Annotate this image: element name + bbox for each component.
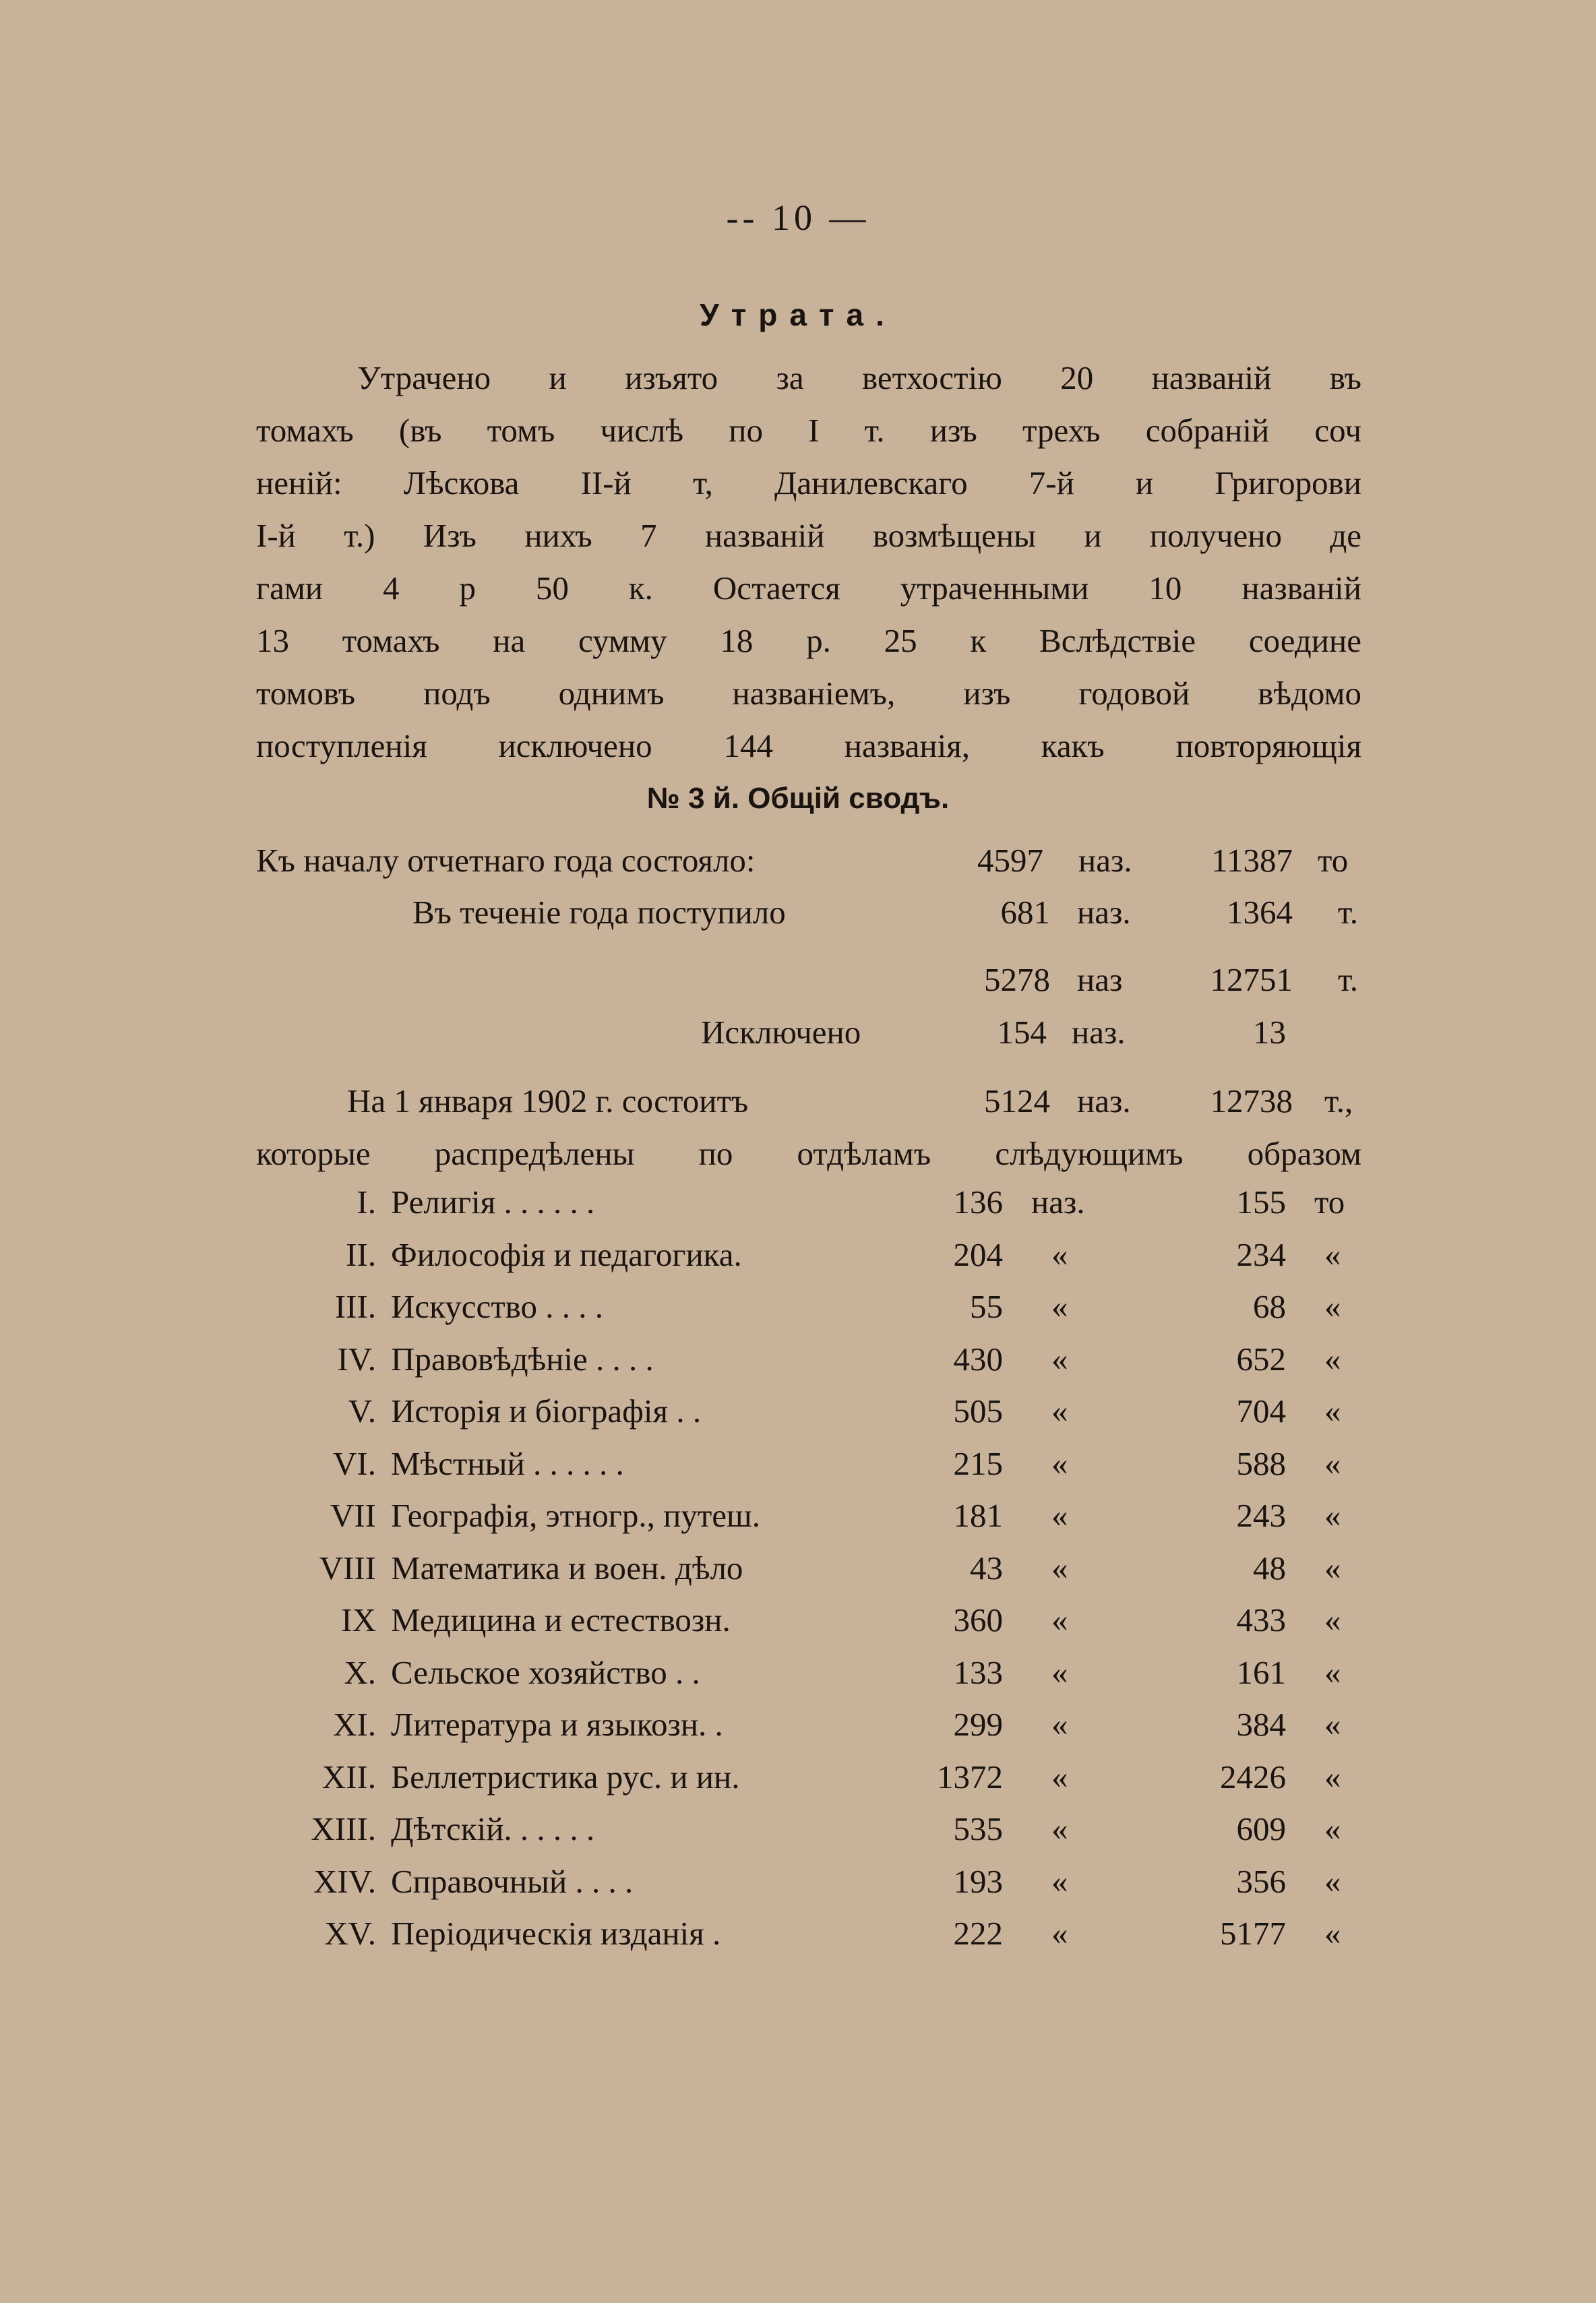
table-row — [0, 1444, 1596, 1497]
table-row — [0, 1810, 1596, 1862]
table-row — [0, 1340, 1596, 1392]
category-unit: « — [1051, 1863, 1068, 1900]
summary-vol-unit: т. — [1338, 961, 1358, 998]
category-number: V. — [348, 1392, 376, 1430]
summary-excluded-row — [0, 1013, 1596, 1060]
summary-vol-unit: то — [1318, 842, 1349, 879]
paragraph-line: I-й т.) Изъ нихъ 7 названій возмѣщены и получено де — [256, 517, 1361, 554]
category-titles: 1372 — [937, 1758, 1003, 1795]
category-vol-unit: « — [1324, 1863, 1341, 1900]
category-number: VII — [330, 1497, 376, 1534]
category-titles: 181 — [953, 1497, 1003, 1534]
category-volumes: 234 — [1236, 1236, 1286, 1273]
summary-unit: наз. — [1077, 1082, 1131, 1119]
category-number: I. — [357, 1184, 376, 1221]
paragraph-line: 13 томахъ на сумму 18 р. 25 к Вслѣдствіе соедине — [256, 622, 1361, 659]
category-vol-unit: « — [1324, 1445, 1341, 1482]
category-vol-unit: « — [1324, 1758, 1341, 1795]
category-titles: 133 — [953, 1654, 1003, 1691]
category-volumes: 155 — [1236, 1184, 1286, 1221]
category-volumes: 161 — [1236, 1654, 1286, 1691]
category-titles: 535 — [953, 1810, 1003, 1847]
summary-vol-unit: т., — [1324, 1082, 1353, 1119]
category-volumes: 5177 — [1220, 1915, 1286, 1952]
category-volumes: 243 — [1236, 1497, 1286, 1534]
category-name: Дѣтскій. . . . . . — [391, 1810, 595, 1847]
category-titles: 222 — [953, 1915, 1003, 1952]
category-unit: « — [1051, 1915, 1068, 1952]
category-titles: 430 — [953, 1341, 1003, 1378]
summary-label: Исключено — [701, 1014, 861, 1051]
category-name: Медицина и естествозн. — [391, 1601, 731, 1638]
category-unit: « — [1051, 1706, 1068, 1743]
category-name: Географія, этногр., путеш. — [391, 1497, 760, 1534]
category-name: Искусство . . . . — [391, 1288, 603, 1325]
category-unit: « — [1051, 1601, 1068, 1638]
category-number: XIII. — [311, 1810, 376, 1847]
category-name: Математика и воен. дѣло — [391, 1549, 743, 1587]
category-vol-unit: « — [1324, 1706, 1341, 1743]
category-titles: 505 — [953, 1392, 1003, 1430]
category-titles: 360 — [953, 1601, 1003, 1638]
category-vol-unit: « — [1324, 1915, 1341, 1952]
summary-volumes: 12751 — [1210, 961, 1293, 998]
table-row — [0, 1705, 1596, 1758]
category-vol-unit: « — [1324, 1654, 1341, 1691]
summary-titles: 681 — [1000, 894, 1050, 931]
category-volumes: 2426 — [1220, 1758, 1286, 1795]
summary-title: № 3 й. Общій сводъ. — [646, 782, 950, 815]
table-row — [0, 1862, 1596, 1915]
category-vol-unit: « — [1324, 1392, 1341, 1430]
category-titles: 193 — [953, 1863, 1003, 1900]
category-titles: 136 — [953, 1184, 1003, 1221]
table-row — [0, 1549, 1596, 1601]
category-unit: « — [1051, 1288, 1068, 1325]
category-volumes: 609 — [1236, 1810, 1286, 1847]
category-titles: 43 — [970, 1549, 1003, 1587]
section-title: Утрата. — [700, 297, 896, 332]
table-row — [0, 1183, 1596, 1235]
category-volumes: 68 — [1253, 1288, 1286, 1325]
summary-label: Къ началу отчетнаго года состояло: — [256, 842, 756, 879]
paragraph-line: томахъ (въ томъ числѣ по I т. изъ трехъ собраній соч — [256, 412, 1361, 449]
category-name: Исторія и біографія . . — [391, 1392, 702, 1430]
category-name: Справочный . . . . — [391, 1863, 634, 1900]
category-unit: « — [1051, 1392, 1068, 1430]
category-unit: « — [1051, 1810, 1068, 1847]
paragraph-line: неній: Лѣскова II-й т, Данилевскаго 7-й и Григорови — [256, 464, 1361, 501]
table-row — [0, 1653, 1596, 1706]
summary-received-row — [0, 893, 1596, 940]
loss-paragraph — [256, 352, 1361, 772]
category-volumes: 588 — [1236, 1445, 1286, 1482]
category-number: XV. — [324, 1915, 376, 1952]
category-vol-unit: « — [1324, 1601, 1341, 1638]
summary-volumes: 12738 — [1210, 1082, 1293, 1119]
category-number: VIII — [319, 1549, 376, 1587]
table-row — [0, 1235, 1596, 1288]
paragraph-line: поступленія исключено 144 названія, какъ повторяющія — [256, 727, 1361, 764]
category-name: Правовѣдѣніе . . . . — [391, 1341, 654, 1378]
category-vol-unit: « — [1324, 1288, 1341, 1325]
summary-start-row — [0, 841, 1596, 888]
paragraph-line: томовъ подъ однимъ названіемъ, изъ годовой вѣдомо — [256, 675, 1361, 712]
summary-unit: наз. — [1078, 842, 1132, 879]
category-volumes: 48 — [1253, 1549, 1286, 1587]
page-number: -- 10 — — [726, 197, 870, 238]
summary-jan1-row — [0, 1082, 1596, 1129]
summary-vol-unit: т. — [1338, 894, 1358, 931]
summary-titles: 154 — [997, 1014, 1047, 1051]
category-volumes: 433 — [1236, 1601, 1286, 1638]
table-row — [0, 1758, 1596, 1810]
category-unit: « — [1051, 1654, 1068, 1691]
category-unit: « — [1051, 1549, 1068, 1587]
category-number: X. — [344, 1654, 376, 1691]
paragraph-line: Утрачено и изъято за ветхостію 20 названій въ — [357, 359, 1361, 396]
category-unit: « — [1051, 1236, 1068, 1273]
category-name: Беллетристика рус. и ин. — [391, 1758, 740, 1795]
category-number: III. — [334, 1288, 376, 1325]
category-name: Мѣстный . . . . . . — [391, 1445, 624, 1482]
summary-titles: 5278 — [984, 961, 1050, 998]
category-unit: « — [1051, 1445, 1068, 1482]
summary-titles: 4597 — [977, 842, 1043, 879]
category-number: XI. — [333, 1706, 376, 1743]
category-name: Религія . . . . . . — [391, 1184, 595, 1221]
category-number: XII. — [321, 1758, 376, 1795]
category-vol-unit: то — [1314, 1184, 1345, 1221]
category-vol-unit: « — [1324, 1810, 1341, 1847]
summary-unit: наз — [1077, 961, 1123, 998]
summary-label: Въ теченіе года поступило — [412, 894, 786, 931]
table-row — [0, 1392, 1596, 1444]
summary-subtotal-row — [0, 960, 1596, 1008]
category-volumes: 704 — [1236, 1392, 1286, 1430]
category-name: Литература и языкозн. . — [391, 1706, 723, 1743]
category-number: XIV. — [313, 1863, 376, 1900]
category-volumes: 384 — [1236, 1706, 1286, 1743]
table-row — [0, 1496, 1596, 1549]
category-titles: 215 — [953, 1445, 1003, 1482]
category-titles: 299 — [953, 1706, 1003, 1743]
category-number: II. — [346, 1236, 376, 1273]
summary-volumes: 1364 — [1227, 894, 1293, 931]
category-vol-unit: « — [1324, 1497, 1341, 1534]
summary-unit: наз. — [1072, 1014, 1126, 1051]
paragraph-line: гами 4 р 50 к. Остается утраченными 10 названій — [256, 570, 1361, 607]
category-titles: 204 — [953, 1236, 1003, 1273]
table-row — [0, 1287, 1596, 1340]
summary-titles: 5124 — [984, 1082, 1050, 1119]
summary-volumes: 11387 — [1211, 842, 1293, 879]
category-volumes: 652 — [1236, 1341, 1286, 1378]
summary-volumes: 13 — [1253, 1014, 1286, 1051]
category-unit: « — [1051, 1497, 1068, 1534]
table-row — [0, 1914, 1596, 1967]
category-volumes: 356 — [1236, 1863, 1286, 1900]
category-number: IX — [341, 1601, 376, 1638]
category-number: VI. — [333, 1445, 376, 1482]
category-vol-unit: « — [1324, 1341, 1341, 1378]
category-unit: « — [1051, 1341, 1068, 1378]
category-titles: 55 — [970, 1288, 1003, 1325]
category-name: Періодическія изданія . — [391, 1915, 721, 1952]
summary-label: На 1 января 1902 г. состоитъ — [347, 1082, 749, 1119]
category-vol-unit: « — [1324, 1549, 1341, 1587]
category-name: Философія и педагогика. — [391, 1236, 742, 1273]
table-row — [0, 1601, 1596, 1653]
summary-unit: наз. — [1077, 894, 1131, 931]
distribution-line: которые распредѣлены по отдѣламъ слѣдующимъ образом — [256, 1135, 1361, 1172]
category-name: Сельское хозяйство . . — [391, 1654, 700, 1691]
category-vol-unit: « — [1324, 1236, 1341, 1273]
category-unit: « — [1051, 1758, 1068, 1795]
category-number: IV. — [337, 1341, 376, 1378]
category-unit: наз. — [1031, 1184, 1085, 1221]
